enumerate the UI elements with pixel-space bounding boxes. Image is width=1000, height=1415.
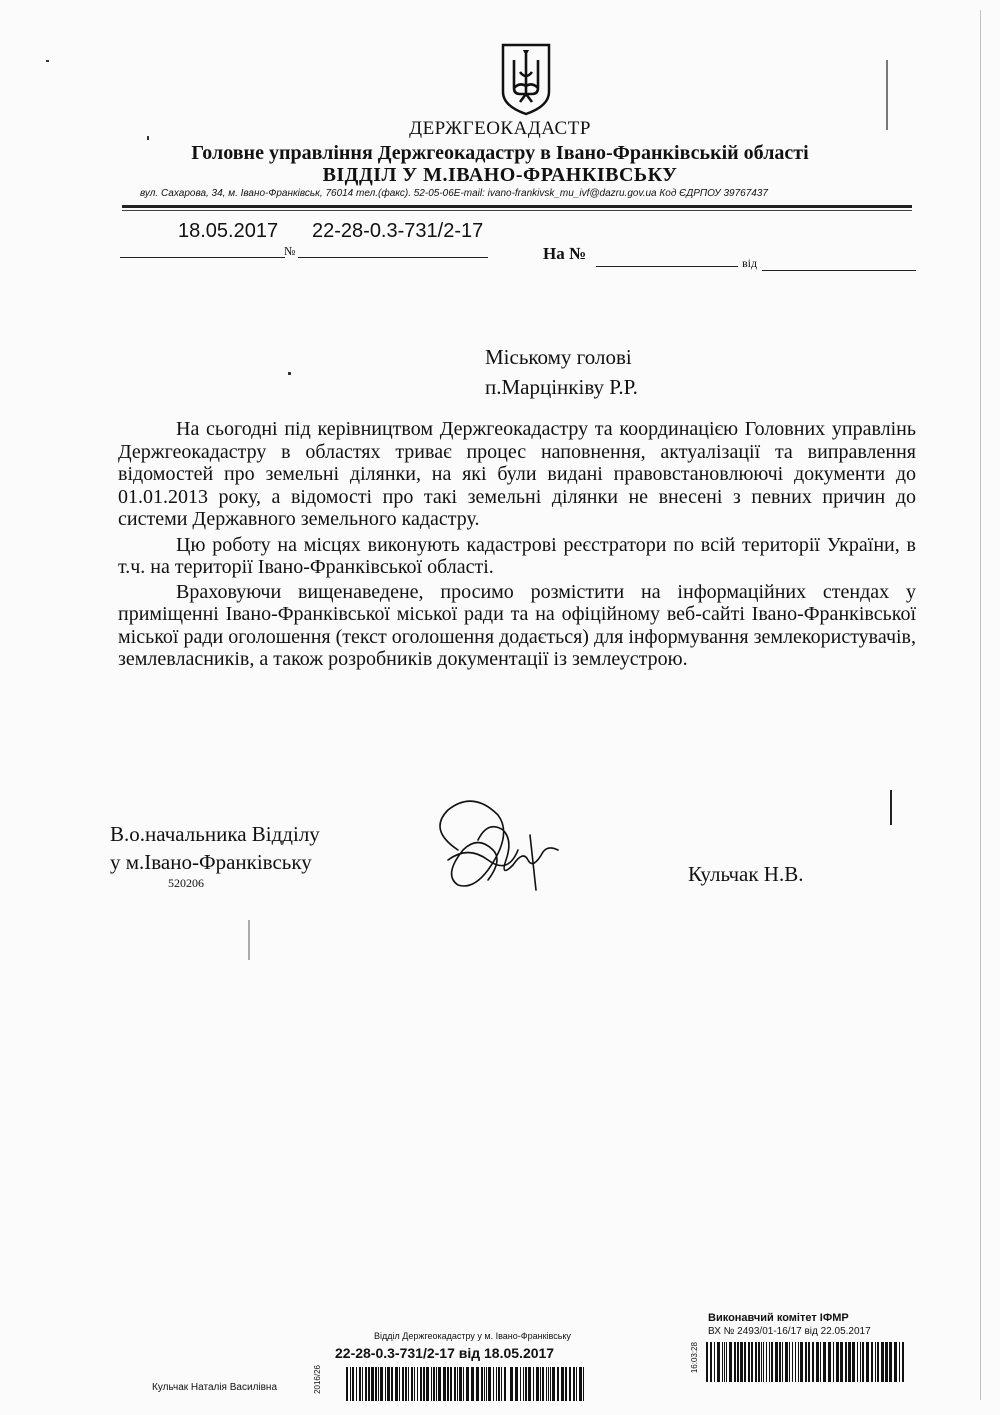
reply-number-underline: [596, 266, 738, 267]
number-underline: [298, 257, 488, 258]
incoming-stamp-number: ВХ № 2493/01-16/17 від 22.05.2017: [708, 1326, 871, 1337]
body-paragraph-1: На сьогодні під керівництвом Держгеокадастру та координацією Головних управлінь Держгеокадастру в областях триває процес наповнення, актуалізації та виправлення відомостей про земельні ділянки, на які були видані правовстановлюючі документи до 01.01.2013 року, а відомості про такі земельні ділянки не внесені з певних причин до системи Державного земельного кадастру.: [118, 418, 916, 530]
letter-body: [118, 418, 916, 671]
signatory-position: [110, 820, 320, 876]
incoming-stamp-title: Виконавчий комітет ІФМР: [708, 1312, 849, 1324]
scan-edge-mark: [886, 60, 888, 130]
date-underline: [120, 257, 285, 258]
handwritten-signature: [418, 790, 578, 900]
signatory-position-line-2: у м.Івано-Франківську: [110, 850, 312, 874]
agency-name: ДЕРЖГЕОКАДАСТР: [409, 118, 591, 139]
outgoing-barcode-part-2: [510, 1367, 584, 1401]
reply-from-label: від: [742, 256, 758, 270]
signatory-name: Кульчак Н.В.: [688, 862, 804, 886]
header-divider: [122, 205, 912, 208]
body-paragraph-3: Враховуючи вищенаведене, просимо розмістити на інформаційних стендах у приміщенні Івано-Франківської міської ради та на офіційному веб-сайті Івано-Франківської міської ради оголошення (текст оголошення додається) для інформування землекористувачів, землевласників, а також розробників документації із землеустрою.: [118, 580, 916, 670]
body-paragraph-2: Цю роботу на місцях виконують кадастрові реєстратори по всій території України, в т.ч. на території Івано-Франківської області.: [118, 533, 916, 578]
outgoing-barcode: [346, 1367, 506, 1401]
registration-date: 18.05.2017: [178, 220, 279, 242]
executor-name: Кульчак Наталія Василівна: [152, 1382, 278, 1393]
outgoing-stamp-number: 22-28-0.3-731/2-17 від 18.05.2017: [335, 1345, 555, 1361]
number-sign: №: [284, 244, 296, 258]
incoming-barcode: [706, 1342, 904, 1382]
outgoing-stamp-vertical-code: 2016/26: [313, 1365, 322, 1394]
department-name: ВІДДІЛ У М.ІВАНО-ФРАНКІВСЬКУ: [322, 164, 678, 186]
addressee-name: п.Марцінківу Р.Р.: [485, 375, 638, 399]
scan-edge-line: [980, 10, 981, 1400]
reply-date-underline: [762, 270, 916, 271]
scan-edge-mark: [890, 790, 892, 825]
incoming-stamp-vertical-code: 16:03:28: [690, 1342, 699, 1374]
signatory-code: 520206: [168, 876, 204, 890]
header-divider-thin: [122, 210, 912, 211]
signatory-position-line-1: В.о.начальника Відділу: [110, 822, 320, 846]
registration-number: 22-28-0.3-731/2-17: [312, 220, 484, 242]
scan-speck: [147, 136, 149, 140]
addressee-title: Міському голові: [485, 345, 632, 369]
coat-of-arms-icon: [500, 42, 552, 116]
scan-speck: [288, 372, 291, 375]
scan-speck: [248, 920, 250, 960]
scan-speck: [46, 60, 49, 62]
main-directorate-name: Головне управління Держгеокадастру в Івано-Франківській області: [191, 142, 809, 164]
addressee-block: [485, 342, 638, 402]
outgoing-stamp-title: Відділ Держгеокадастру у м. Івано-Франківську: [374, 1331, 571, 1341]
reply-to-label: На №: [543, 244, 587, 263]
contact-address: вул. Сахарова, 34, м. Івано-Франківськ, 76014 тел.(факс). 52-05-06E-mail: ivano-frankivsk_mu_ivf@dazru.gov.ua Код ЄДРПОУ 39767437: [140, 188, 768, 199]
